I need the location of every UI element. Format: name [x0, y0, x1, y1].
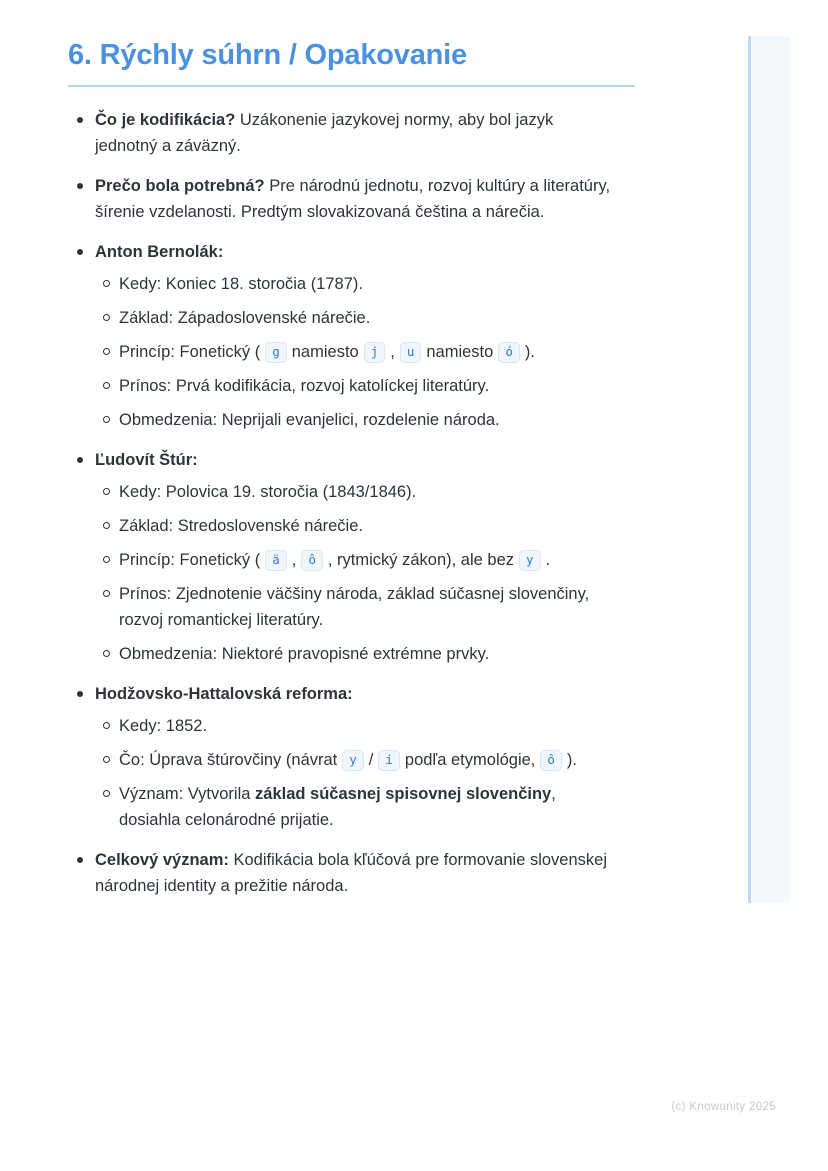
text-run: ).	[566, 750, 578, 769]
sub-list-item	[95, 271, 620, 297]
text-run: Základ: Stredoslovenské nárečie.	[119, 516, 363, 535]
text-run: Prínos: Prvá kodifikácia, rozvoj katolíckej literatúry.	[119, 376, 490, 395]
text-run: Uzákonenie jazykovej normy, aby bol jazyk jednotný a záväzný.	[95, 110, 554, 155]
bold-text: Anton Bernolák:	[95, 242, 224, 261]
sub-list-item	[95, 305, 620, 331]
text-run: /	[368, 750, 374, 769]
text-run: Princíp: Fonetický (	[119, 550, 261, 569]
list-item	[68, 681, 620, 833]
title-underline	[68, 85, 635, 87]
summary-list	[68, 107, 620, 899]
page-title: 6. Rýchly súhrn / Opakovanie	[68, 39, 467, 71]
text-run: ,	[390, 342, 395, 361]
text-run: Pre národnú jednotu, rozvoj kultúry a literatúry, šírenie vzdelanosti. Predtým slovakizovaná čeština a nárečia.	[95, 176, 611, 221]
document-content	[68, 40, 624, 913]
text-run: Kedy: Koniec 18. storočia (1787).	[119, 274, 363, 293]
page-edge-decoration	[748, 36, 790, 903]
bold-text: Čo je kodifikácia?	[95, 110, 236, 129]
inline-code-badge: y	[342, 750, 364, 772]
text-run: Princíp: Fonetický (	[119, 342, 261, 361]
sub-list-item	[95, 407, 620, 433]
bold-text: Ľudovít Štúr:	[95, 450, 198, 469]
text-run: Význam: Vytvorila	[119, 784, 256, 803]
sub-list-item	[95, 373, 620, 399]
inline-code-badge: ó	[498, 342, 520, 364]
inline-code-badge: y	[519, 550, 541, 572]
text-run: namiesto	[426, 342, 494, 361]
sub-list-item	[95, 581, 620, 633]
sub-list	[95, 479, 620, 667]
text-run: ,	[291, 550, 297, 569]
text-run: Obmedzenia: Neprijali evanjelici, rozdelenie národa.	[119, 410, 500, 429]
sub-list-item	[95, 513, 620, 539]
sub-list-item	[95, 339, 620, 365]
inline-code-badge: ô	[301, 550, 323, 572]
text-run: .	[545, 550, 551, 569]
sub-list-item	[95, 781, 620, 833]
list-item	[68, 239, 620, 433]
inline-code-badge: u	[400, 342, 422, 364]
bold-text: Hodžovsko-Hattalovská reforma:	[95, 684, 353, 703]
text-run: Prínos: Zjednotenie väčšiny národa, základ súčasnej slovenčiny, rozvoj romantickej literatúry.	[119, 584, 590, 629]
bold-text: Celkový význam:	[95, 850, 229, 869]
inline-code-badge: j	[364, 342, 386, 364]
text-run: podľa etymológie,	[404, 750, 536, 769]
inline-code-badge: ä	[265, 550, 287, 572]
list-item	[68, 847, 620, 899]
text-run: namiesto	[291, 342, 359, 361]
sub-list-item	[95, 547, 620, 573]
list-item	[68, 447, 620, 667]
text-run: ).	[524, 342, 535, 361]
text-run: , rytmický zákon), ale bez	[327, 550, 515, 569]
text-run: Kedy: 1852.	[119, 716, 208, 735]
sub-list-item	[95, 713, 620, 739]
sub-list-item	[95, 479, 620, 505]
sub-list-item	[95, 641, 620, 667]
inline-code-badge: i	[378, 750, 400, 772]
text-run: Kedy: Polovica 19. storočia (1843/1846).	[119, 482, 417, 501]
sub-list	[95, 713, 620, 833]
text-run: Základ: Západoslovenské nárečie.	[119, 308, 371, 327]
list-item	[68, 107, 620, 159]
sub-list	[95, 271, 620, 433]
bold-text: Prečo bola potrebná?	[95, 176, 265, 195]
text-run: , dosiahla celonárodné prijatie.	[119, 784, 556, 829]
copyright-footer: (c) Knowunity 2025	[671, 1101, 776, 1113]
inline-code-badge: g	[265, 342, 287, 364]
sub-list-item	[95, 747, 620, 773]
text-run: Obmedzenia: Niektoré pravopisné extrémne prvky.	[119, 644, 490, 663]
bold-text: základ súčasnej spisovnej slovenčiny	[255, 784, 552, 803]
inline-code-badge: ô	[540, 750, 562, 772]
list-item	[68, 173, 620, 225]
text-run: Kodifikácia bola kľúčová pre formovanie slovenskej národnej identity a prežitie národa.	[95, 850, 607, 895]
text-run: Čo: Úprava štúrovčiny (návrat	[119, 750, 338, 769]
